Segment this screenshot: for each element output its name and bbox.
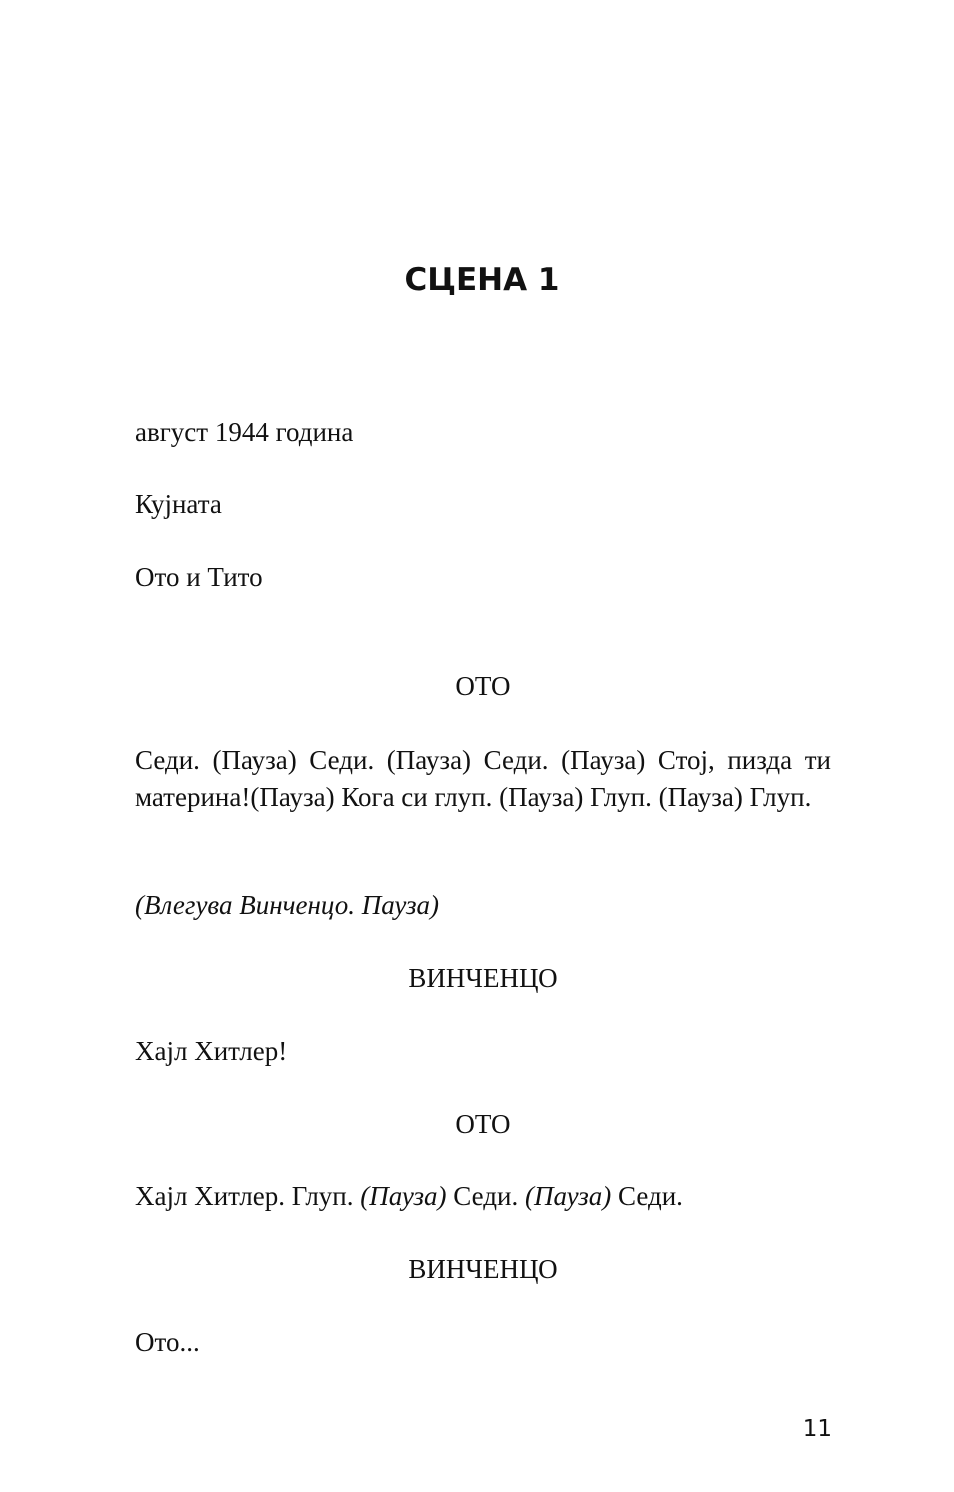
dialogue-line: Хајл Хитлер! (135, 1036, 288, 1066)
speaker-name: ВИНЧЕНЦО (408, 963, 558, 993)
speaker-name: ОТО (455, 671, 511, 701)
page-number: 11 (802, 1416, 832, 1442)
setting-place: Кујната (135, 489, 222, 519)
scene-title: СЦЕНА 1 (404, 262, 560, 298)
setting-date: август 1944 година (135, 417, 354, 447)
dialogue-line: Ото... (135, 1327, 200, 1357)
stage-direction-inline: (Пауза) (360, 1181, 447, 1211)
dialogue-line (135, 1178, 831, 1215)
dialogue-line: Седи. (Пауза) Седи. (Пауза) Седи. (Пауза) Стој, пизда ти материна!(Пауза) Кога си глуп. (Пауза) Глуп. (Пауза) Глуп. (135, 745, 831, 812)
stage-direction-inline: (Пауза) (524, 1181, 612, 1211)
dialogue-text: Седи. (611, 1181, 683, 1211)
dialogue-text: Седи. (446, 1181, 525, 1211)
speaker-name: ВИНЧЕНЦО (408, 1254, 558, 1284)
stage-direction: (Влегува Винченцо. Пауза) (135, 890, 439, 920)
setting-characters: Ото и Тито (135, 562, 263, 592)
speaker-name: ОТО (455, 1109, 511, 1139)
dialogue-text: Хајл Хитлер. Глуп. (135, 1181, 361, 1211)
